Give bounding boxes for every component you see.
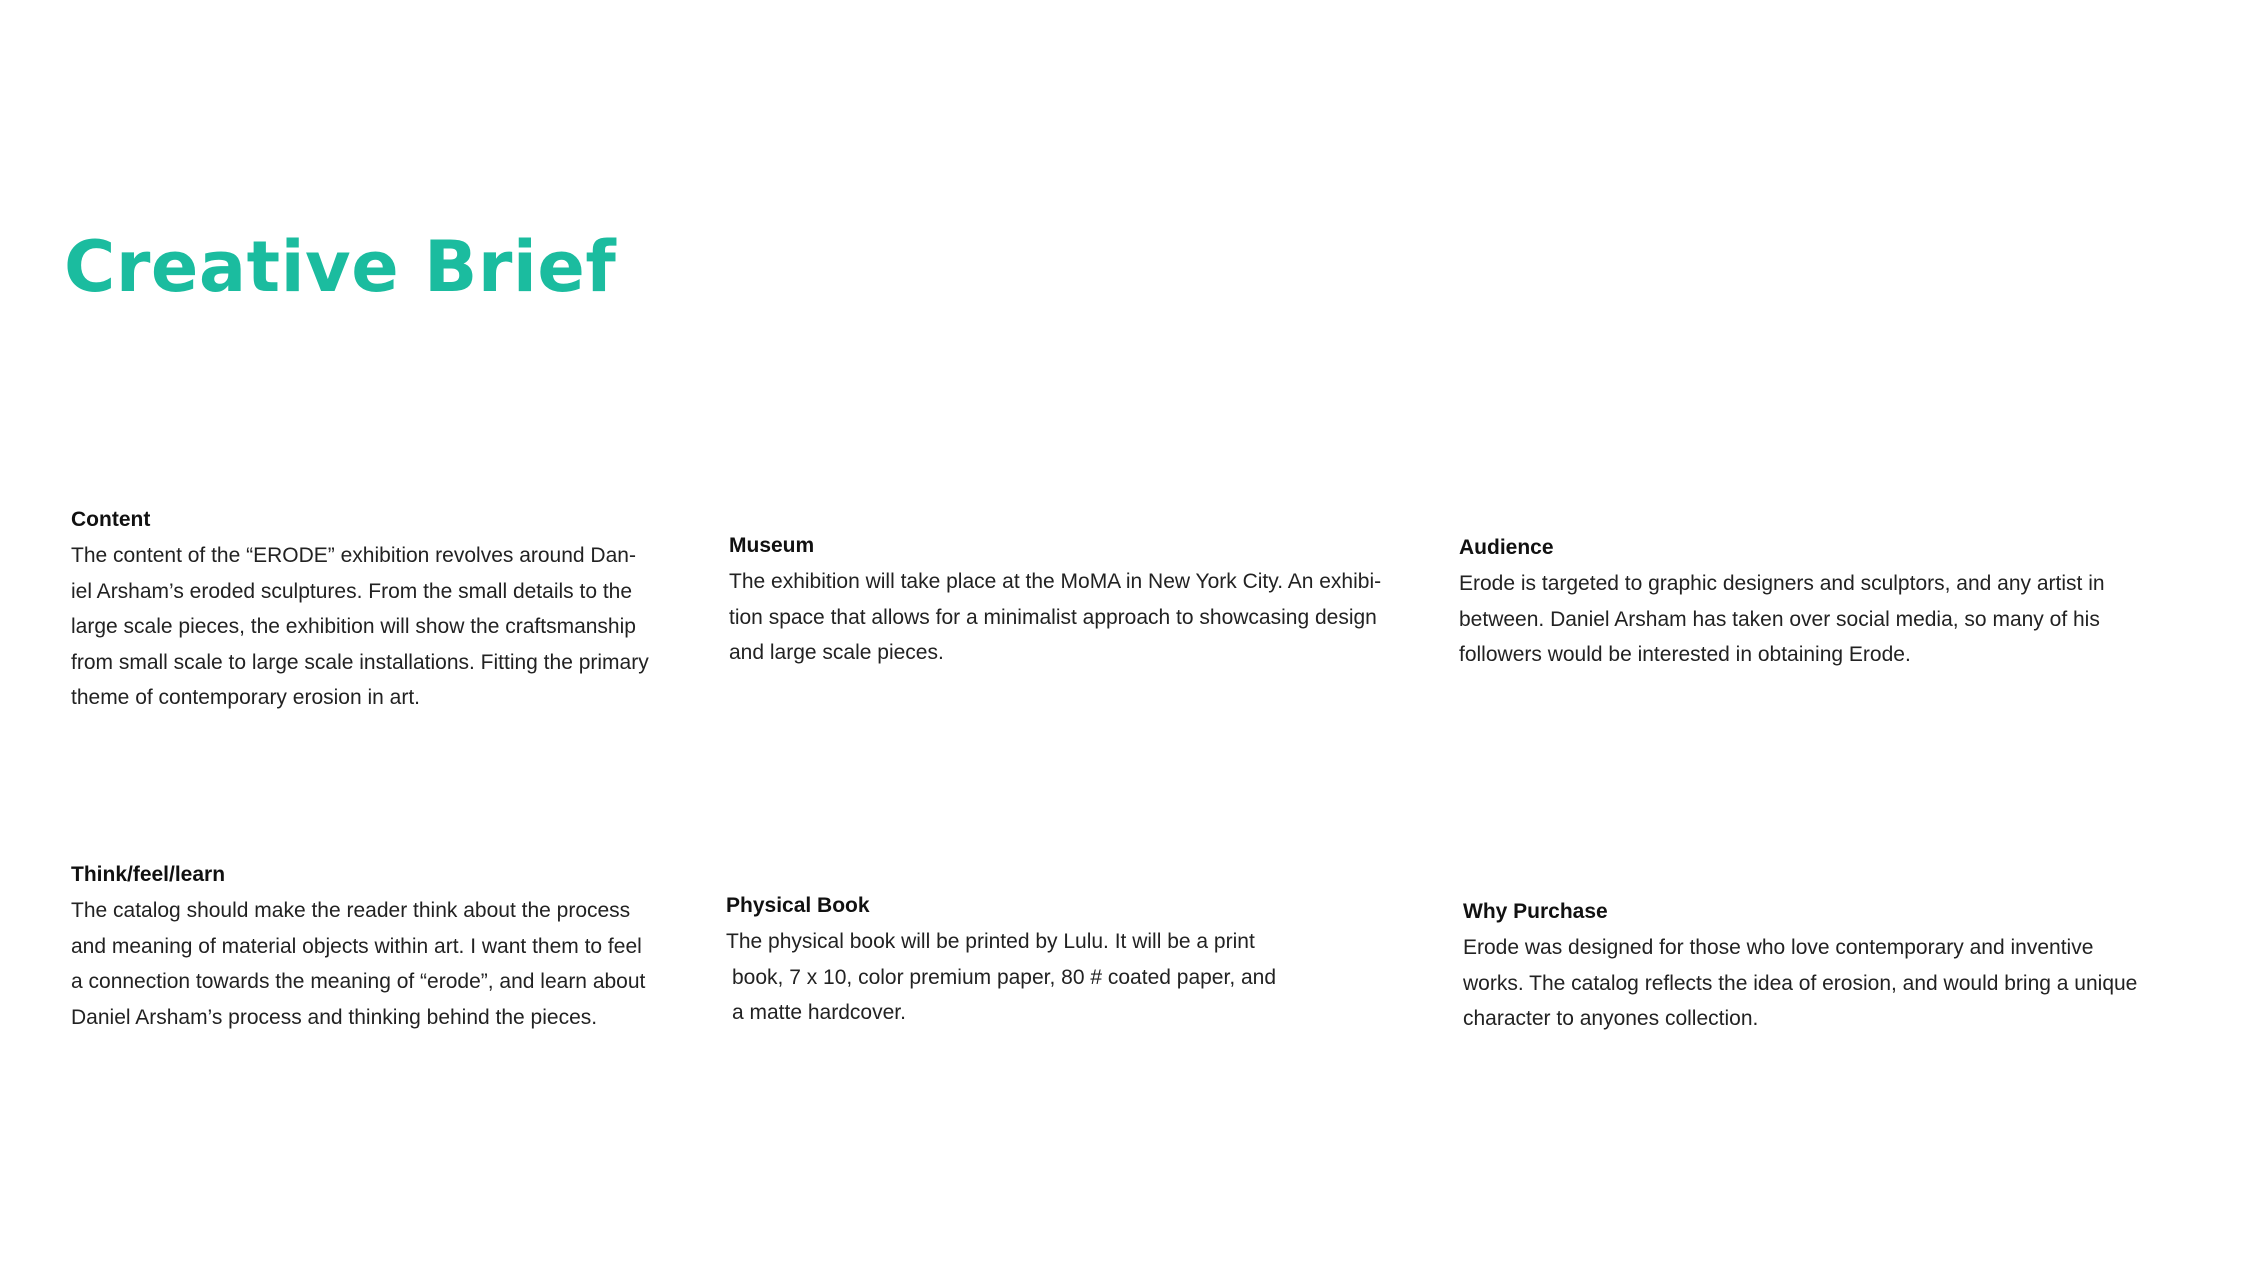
physical-book-line: a matte hardcover.: [732, 1001, 906, 1024]
think-feel-learn-line: and meaning of material objects within art. I want them to feel: [71, 934, 642, 958]
why-purchase-body: [1463, 930, 2137, 1037]
museum-line: The exhibition will take place at the MoMA in New York City. An exhibi-: [729, 570, 1382, 593]
museum-body: [729, 564, 1381, 671]
content-body: [71, 538, 649, 716]
think-feel-learn-heading: Think/feel/learn: [71, 863, 226, 886]
audience-section: [1459, 530, 2105, 673]
content-line: from small scale to large scale installations. Fitting the primary: [71, 650, 649, 674]
think-feel-learn-line: a connection towards the meaning of “erode”, and learn about: [71, 970, 646, 993]
audience-body: [1459, 566, 2105, 673]
physical-book-section: [726, 888, 1276, 1031]
why-purchase-heading: Why Purchase: [1463, 900, 1608, 923]
audience-heading: Audience: [1459, 536, 1554, 559]
content-line: iel Arsham’s eroded sculptures. From the small details to the: [71, 579, 633, 603]
museum-line: tion space that allows for a minimalist approach to showcasing design: [729, 605, 1377, 629]
content-heading: Content: [71, 508, 151, 531]
museum-heading: Museum: [729, 534, 815, 557]
audience-line: Erode is targeted to graphic designers and sculptors, and any artist in: [1459, 572, 2105, 595]
audience-line: followers would be interested in obtaining Erode.: [1459, 643, 1911, 666]
think-feel-learn-line: Daniel Arsham’s process and thinking behind the pieces.: [71, 1005, 598, 1029]
think-feel-learn-body: [71, 893, 645, 1035]
audience-line: between. Daniel Arsham has taken over social media, so many of his: [1459, 607, 2100, 631]
museum-section: [729, 528, 1381, 671]
content-section: [71, 502, 649, 716]
why-purchase-line: character to anyones collection.: [1463, 1007, 1759, 1030]
content-line: theme of contemporary erosion in art.: [71, 686, 421, 709]
physical-book-heading: Physical Book: [726, 894, 870, 917]
why-purchase-line: works. The catalog reflects the idea of erosion, and would bring a unique: [1463, 971, 2138, 995]
think-feel-learn-section: [71, 857, 645, 1035]
museum-line: and large scale pieces.: [729, 641, 944, 664]
why-purchase-line: Erode was designed for those who love contemporary and inventive: [1463, 936, 2094, 959]
why-purchase-section: [1463, 894, 2137, 1037]
content-line: The content of the “ERODE” exhibition revolves around Dan-: [71, 544, 636, 567]
page-title: Creative Brief: [64, 226, 617, 308]
physical-book-body: [726, 924, 1276, 1031]
physical-book-line: book, 7 x 10, color premium paper, 80 # coated paper, and: [732, 965, 1277, 989]
physical-book-line: The physical book will be printed by Lulu. It will be a print: [726, 930, 1255, 953]
think-feel-learn-line: The catalog should make the reader think about the process: [71, 899, 631, 922]
content-line: large scale pieces, the exhibition will show the craftsmanship: [71, 615, 636, 638]
